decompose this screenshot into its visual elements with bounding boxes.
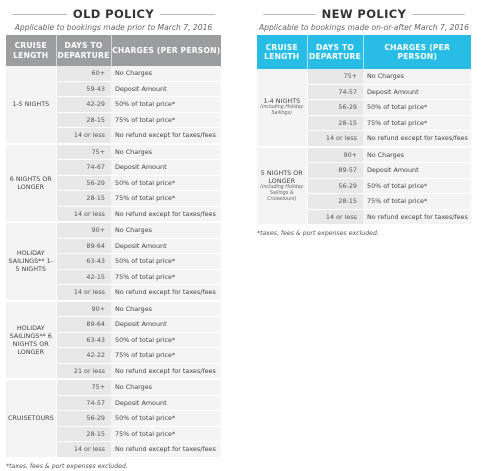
- cruise-length-note: (including Holiday Sailings & Cruisetours): [260, 184, 304, 202]
- charge-cell: 75% of total price*: [111, 112, 221, 128]
- charge-cell: 50% of total price*: [363, 100, 471, 116]
- charge-cell: 50% of total price*: [363, 178, 471, 194]
- charge-cell: No refund except for taxes/fees: [111, 363, 221, 379]
- cruise-length-cell: [257, 147, 307, 226]
- days-to-departure-cell: 90+: [307, 147, 363, 163]
- days-to-departure-cell: 42-22: [56, 348, 111, 364]
- table-row: [6, 379, 221, 395]
- header-charges: CHARGES (PER PERSON): [363, 35, 471, 69]
- days-to-departure-cell: 75+: [56, 379, 111, 395]
- days-to-departure-cell: 28-15: [307, 115, 363, 131]
- charge-cell: 50% of total price*: [111, 175, 221, 191]
- charge-cell: 75% of total price*: [363, 115, 471, 131]
- new-policy-title: NEW POLICY: [321, 7, 407, 21]
- charge-cell: Deposit Amount: [111, 160, 221, 176]
- days-to-departure-cell: 14 or less: [307, 209, 363, 225]
- days-to-departure-cell: 42-29: [56, 97, 111, 113]
- days-to-departure-cell: 28-15: [56, 191, 111, 207]
- days-to-departure-cell: 75+: [307, 69, 363, 84]
- charge-cell: 75% of total price*: [111, 348, 221, 364]
- days-to-departure-cell: 63-43: [56, 332, 111, 348]
- charge-cell: 50% of total price*: [111, 411, 221, 427]
- cruise-length-label: 1-4 NIGHTS: [263, 97, 301, 106]
- new-policy-footnote: *taxes, fees & port expenses excluded.: [257, 230, 379, 237]
- cruise-length-cell: [6, 301, 56, 380]
- charge-cell: 75% of total price*: [111, 191, 221, 207]
- charge-cell: Deposit Amount: [363, 163, 471, 179]
- charge-cell: Deposit Amount: [111, 238, 221, 254]
- days-to-departure-cell: 21 or less: [56, 363, 111, 379]
- days-to-departure-cell: 90+: [56, 301, 111, 317]
- charge-cell: No Charges: [111, 66, 221, 81]
- cruise-length-note: (including Holiday Sailings): [260, 105, 304, 117]
- charge-cell: No Charges: [363, 147, 471, 163]
- days-to-departure-cell: 14 or less: [56, 442, 111, 458]
- charge-cell: No refund except for taxes/fees: [363, 209, 471, 225]
- days-to-departure-cell: 89-64: [56, 238, 111, 254]
- days-to-departure-cell: 14 or less: [307, 131, 363, 147]
- new-policy-panel: [257, 0, 471, 238]
- days-to-departure-cell: 28-15: [56, 112, 111, 128]
- old-policy-body: [6, 66, 221, 458]
- header-cruise-length: CRUISE LENGTH: [257, 35, 307, 69]
- days-to-departure-cell: 56-29: [307, 100, 363, 116]
- table-row: [257, 69, 471, 84]
- table-row: [6, 301, 221, 317]
- days-to-departure-cell: 89-64: [56, 317, 111, 333]
- charge-cell: Deposit Amount: [111, 317, 221, 333]
- days-to-departure-cell: 56-29: [56, 411, 111, 427]
- days-to-departure-cell: 28-15: [56, 426, 111, 442]
- table-row: [6, 222, 221, 238]
- table-row: [6, 66, 221, 81]
- charge-cell: 75% of total price*: [363, 194, 471, 210]
- header-cruise-length: CRUISE LENGTH: [6, 35, 56, 66]
- days-to-departure-cell: 89-57: [307, 163, 363, 179]
- days-to-departure-cell: 56-29: [307, 178, 363, 194]
- days-to-departure-cell: 74-67: [56, 160, 111, 176]
- old-policy-table: [6, 35, 221, 459]
- charge-cell: No Charges: [111, 144, 221, 160]
- days-to-departure-cell: 14 or less: [56, 206, 111, 222]
- old-policy-footnote: *taxes, fees & port expenses excluded.: [6, 462, 128, 470]
- new-policy-subtitle: Applicable to bookings made on-or-after March 7, 2016: [258, 23, 470, 32]
- days-to-departure-cell: 74-57: [307, 84, 363, 100]
- days-to-departure-cell: 14 or less: [56, 285, 111, 301]
- charge-cell: Deposit Amount: [111, 395, 221, 411]
- days-to-departure-cell: 60+: [56, 66, 111, 81]
- table-row: [257, 147, 471, 163]
- charge-cell: No refund except for taxes/fees: [111, 206, 221, 222]
- charge-cell: No Charges: [111, 301, 221, 317]
- days-to-departure-cell: 42-15: [56, 269, 111, 285]
- days-to-departure-cell: 75+: [56, 144, 111, 160]
- new-policy-table: [257, 35, 471, 226]
- charge-cell: 50% of total price*: [111, 97, 221, 113]
- cruise-length-cell: [6, 379, 56, 458]
- charge-cell: 50% of total price*: [111, 254, 221, 270]
- old-policy-subtitle: Applicable to bookings made prior to March 7, 2016: [14, 23, 213, 32]
- cruise-length-label: HOLIDAY SAILINGS** 6 NIGHTS OR LONGER: [9, 323, 52, 356]
- charge-cell: No refund except for taxes/fees: [111, 442, 221, 458]
- cruise-length-label: 5 NIGHTS OR LONGER: [260, 168, 303, 185]
- cruise-length-label: HOLIDAY SAILINGS** 1-5 NIGHTS: [8, 249, 53, 274]
- charge-cell: No refund except for taxes/fees: [363, 131, 471, 147]
- charge-cell: 75% of total price*: [111, 426, 221, 442]
- days-to-departure-cell: 28-15: [307, 194, 363, 210]
- header-days-to-departure: DAYS TO DEPARTURE: [307, 35, 363, 69]
- cruise-length-cell: [6, 66, 56, 144]
- charge-cell: No Charges: [363, 69, 471, 84]
- days-to-departure-cell: 14 or less: [56, 128, 111, 144]
- days-to-departure-cell: 74-57: [56, 395, 111, 411]
- days-to-departure-cell: 56-29: [56, 175, 111, 191]
- charge-cell: Deposit Amount: [111, 81, 221, 97]
- charge-cell: No refund except for taxes/fees: [111, 285, 221, 301]
- cruise-length-label: 1-5 NIGHTS: [12, 100, 50, 109]
- days-to-departure-cell: 63-43: [56, 254, 111, 270]
- days-to-departure-cell: 90+: [56, 222, 111, 238]
- charge-cell: No refund except for taxes/fees: [111, 128, 221, 144]
- header-charges: CHARGES (PER PERSON): [111, 35, 221, 66]
- table-row: [6, 144, 221, 160]
- cruise-length-cell: [6, 144, 56, 223]
- old-policy-panel: [6, 0, 221, 471]
- old-policy-title: OLD POLICY: [72, 7, 155, 21]
- charge-cell: 50% of total price*: [111, 332, 221, 348]
- charge-cell: No Charges: [111, 222, 221, 238]
- new-policy-body: [257, 69, 471, 225]
- cruise-length-label: CRUISETOURS: [8, 414, 54, 423]
- charge-cell: Deposit Amount: [363, 84, 471, 100]
- cruise-length-cell: [6, 222, 56, 301]
- cruise-length-cell: [257, 69, 307, 147]
- cruise-length-label: 6 NIGHTS OR LONGER: [9, 174, 52, 191]
- header-days-to-departure: DAYS TO DEPARTURE: [56, 35, 111, 66]
- charge-cell: 75% of total price*: [111, 269, 221, 285]
- charge-cell: No Charges: [111, 379, 221, 395]
- days-to-departure-cell: 59-43: [56, 81, 111, 97]
